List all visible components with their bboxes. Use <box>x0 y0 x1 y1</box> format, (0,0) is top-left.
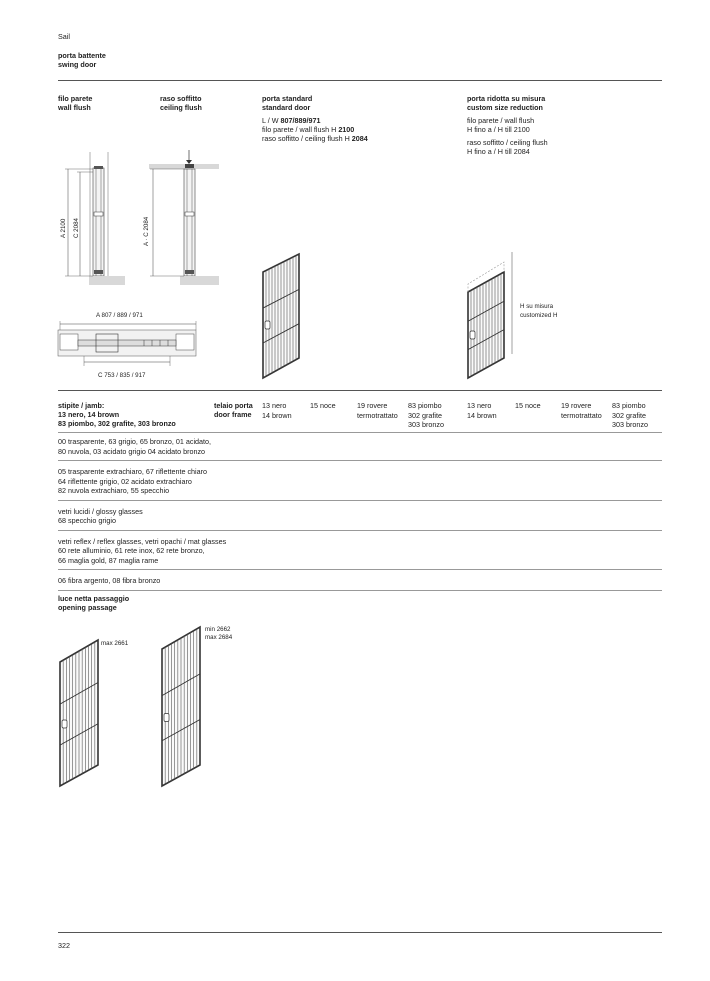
custom-wall-value: H fino a / H till 2100 <box>467 125 530 134</box>
glass-row-divider <box>58 500 662 501</box>
glass-row-1-line-2: 82 nuvola extrachiaro, 55 specchio <box>58 486 170 495</box>
standard-wall-height: filo parete / wall flush H 2100 <box>262 125 355 134</box>
frame-finish-std_cols-3: 303 bronzo <box>408 420 444 429</box>
custom-door-title-it: porta ridotta su misura <box>467 94 546 103</box>
standard-door-title-it: porta standard <box>262 94 313 103</box>
frame-finish-custom_cols-2: 19 rovere <box>561 401 592 410</box>
passage-door-2-drawing-handle <box>164 714 169 722</box>
custom-door-title-en: custom size reduction <box>467 103 543 112</box>
dim-c-2084: C 2084 <box>73 218 80 238</box>
custom-dim-label-2: customized H <box>520 312 558 319</box>
frame-finish-custom_cols-1: 15 noce <box>515 401 541 410</box>
dim-width-c: C 753 / 835 / 917 <box>98 372 146 379</box>
glass-row-3-line-0: vetri reflex / reflex glasses, vetri opachi / mat glasses <box>58 536 227 546</box>
frame-finish-custom_cols-3: 83 piombo <box>612 401 646 410</box>
custom-door-drawing-handle <box>470 331 475 339</box>
glass-row-divider <box>58 530 662 531</box>
standard-door-drawing-handle <box>265 321 270 329</box>
glass-row-1-line-0: 05 trasparente extrachiaro, 67 riflettente chiaro <box>58 467 208 476</box>
custom-ceiling-label: raso soffitto / ceiling flush <box>467 138 548 147</box>
jamb-line-2: 83 piombo, 302 grafite, 303 bronzo <box>58 419 176 428</box>
passage-door-1-drawing-handle <box>62 720 67 728</box>
glass-row-divider <box>58 569 662 570</box>
glass-row-0-line-1: 80 nuvola, 03 acidato grigio 04 acidato bronzo <box>58 446 206 456</box>
wall-flush-label-it: filo parete <box>58 94 93 103</box>
glass-row-3-line-1: 60 rete alluminio, 61 rete inox, 62 rete bronzo, <box>58 546 205 555</box>
standard-width: L / W 807/889/971 <box>262 116 321 125</box>
ceiling-flush-label-it: raso soffitto <box>160 94 202 103</box>
frame-finish-std_cols-2: 19 rovere <box>357 401 388 410</box>
door-type-en: swing door <box>58 60 97 69</box>
glass-row-4-line-0: 06 fibra argento, 08 fibra bronzo <box>58 576 161 585</box>
frame-finish-std_cols-3: 83 piombo <box>408 401 442 410</box>
standard-door-title-en: standard door <box>262 103 311 112</box>
dim-width-a: A 807 / 889 / 971 <box>96 312 143 319</box>
frame-finish-std_cols-0: 13 nero <box>262 401 287 410</box>
jamb-title: stipite / jamb: <box>58 401 105 410</box>
wall-flush-label-en: wall flush <box>58 103 91 112</box>
finishes-divider <box>58 390 662 391</box>
door-frame-it: telaio porta <box>214 401 253 410</box>
custom-wall-label: filo parete / wall flush <box>467 116 535 125</box>
glass-row-0-line-0: 00 trasparente, 63 grigio, 65 bronzo, 01 acidato, <box>58 437 212 446</box>
glass-top-divider <box>58 432 662 433</box>
page-number: 322 <box>58 941 70 950</box>
ceiling-flush-label-en: ceiling flush <box>160 103 202 112</box>
jamb-line-1: 13 nero, 14 brown <box>58 410 120 419</box>
frame-finish-std_cols-3: 302 grafite <box>408 410 442 420</box>
frame-finish-std_cols-1: 15 noce <box>310 401 336 410</box>
glass-row-3-line-2: 66 maglia gold, 87 maglia rame <box>58 555 159 565</box>
footer-divider <box>58 932 662 933</box>
passage-max-2: max 2684 <box>205 634 233 641</box>
glass-row-1-line-1: 64 riflettente grigio, 02 acidato extrachiaro <box>58 476 192 486</box>
product-name: Sail <box>58 32 70 41</box>
passage-min-2: min 2662 <box>205 626 231 633</box>
glass-row-divider <box>58 590 662 591</box>
frame-finish-std_cols-2: termotrattato <box>357 410 398 420</box>
glass-row-2-line-0: vetri lucidi / glossy glasses <box>58 506 143 516</box>
dim-a-2100: A 2100 <box>60 218 67 238</box>
frame-finish-custom_cols-3: 302 grafite <box>612 410 646 420</box>
custom-dim-label-1: H su misura <box>520 303 554 310</box>
door-type-it: porta battente <box>58 51 106 60</box>
glass-row-2-line-1: 68 specchio grigio <box>58 516 116 525</box>
frame-finish-custom_cols-2: termotrattato <box>561 410 602 420</box>
dim-ac-2084: A · C 2084 <box>143 216 150 246</box>
frame-finish-custom_cols-0: 14 brown <box>467 410 497 420</box>
passage-max-1: max 2661 <box>101 640 129 647</box>
frame-finish-custom_cols-3: 303 bronzo <box>612 420 648 429</box>
glass-row-divider <box>58 460 662 461</box>
custom-ceiling-value: H fino a / H till 2084 <box>467 147 530 156</box>
door-frame-en: door frame <box>214 410 252 419</box>
passage-title-it: luce netta passaggio <box>58 594 130 603</box>
frame-finish-custom_cols-0: 13 nero <box>467 401 492 410</box>
passage-title-en: opening passage <box>58 603 117 612</box>
frame-finish-std_cols-0: 14 brown <box>262 410 292 420</box>
standard-ceiling-height: raso soffitto / ceiling flush H 2084 <box>262 134 368 143</box>
